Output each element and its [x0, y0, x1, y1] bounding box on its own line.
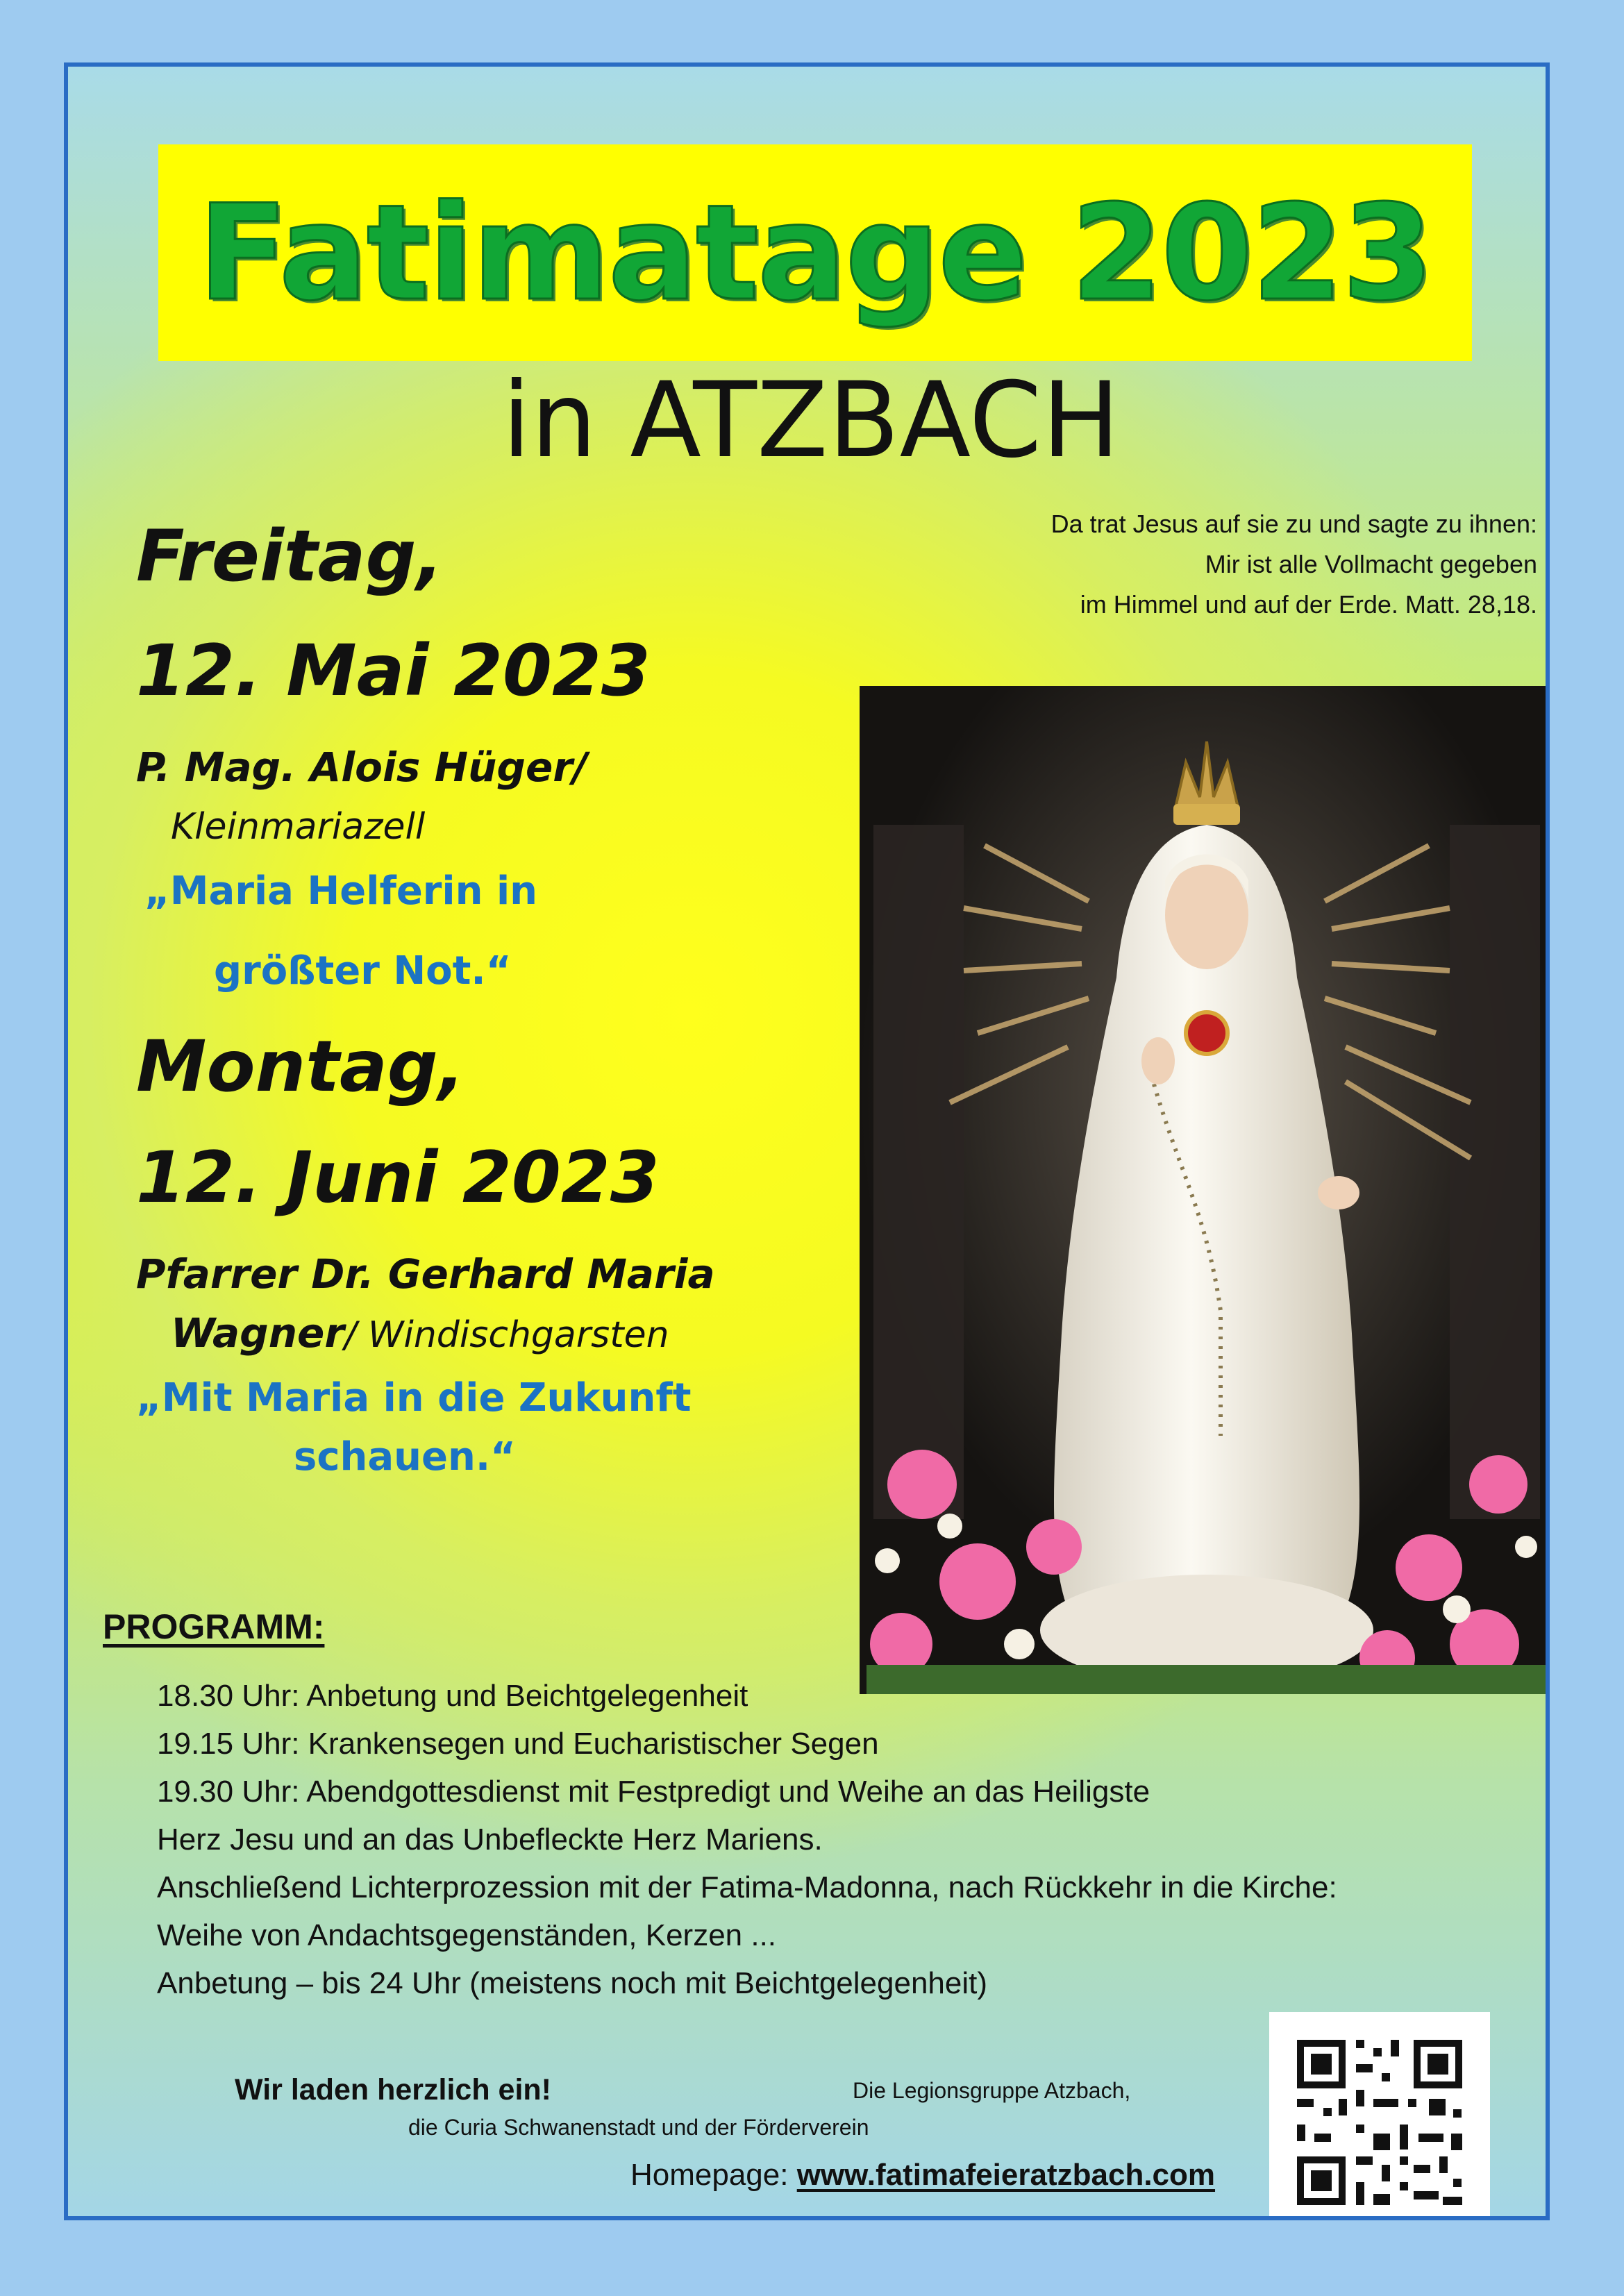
event2-place: / Windischgarsten: [344, 1314, 669, 1356]
invitation-text: Wir laden herzlich ein!: [235, 2073, 551, 2106]
program-line: 19.15 Uhr: Krankensegen und Eucharistischer Segen: [157, 1727, 879, 1761]
poster: [64, 62, 1550, 2220]
title-banner: [158, 144, 1472, 361]
statue-illustration: [860, 686, 1550, 1694]
quote-line: Da trat Jesus auf sie zu und sagte zu ihnen:: [1050, 510, 1537, 538]
program-line: 19.30 Uhr: Abendgottesdienst mit Festpredigt und Weihe an das Heiligste: [157, 1775, 1150, 1809]
quote-line: Mir ist alle Vollmacht gegeben: [1205, 550, 1537, 578]
program-heading: PROGRAMM:: [103, 1607, 325, 1646]
event2-speaker-line1: Pfarrer Dr. Gerhard Maria: [136, 1250, 715, 1298]
program-line: Anschließend Lichterprozession mit der Fatima-Madonna, nach Rückkehr in die Kirche:: [157, 1870, 1337, 1904]
event1-date: 12. Mai 2023: [136, 630, 651, 712]
organizers-line2: die Curia Schwanenstadt und der Förderverein: [408, 2115, 869, 2140]
qr-code-graphic: [1269, 2012, 1490, 2220]
program-line: Herz Jesu und an das Unbefleckte Herz Mariens.: [157, 1822, 823, 1857]
quote-line: im Himmel und auf der Erde. Matt. 28,18.: [1080, 590, 1537, 619]
program-line: 18.30 Uhr: Anbetung und Beichtgelegenheit: [157, 1679, 748, 1713]
event2-date: 12. Juni 2023: [136, 1137, 660, 1219]
bible-quote: [912, 504, 1537, 625]
event1-day: Freitag,: [136, 515, 444, 598]
organizers-line1: Die Legionsgruppe Atzbach,: [853, 2078, 1131, 2103]
program-line: Weihe von Andachtsgegenständen, Kerzen ...: [157, 1918, 777, 1952]
event2-topic-line1: „Mit Maria in die Zukunft: [136, 1375, 692, 1421]
fatima-madonna-photo: [860, 686, 1550, 1694]
event2-topic-line2: schauen.“: [294, 1434, 516, 1480]
program-line: Anbetung – bis 24 Uhr (meistens noch mit Beichtgelegenheit): [157, 1966, 988, 2000]
homepage-link[interactable]: www.fatimafeieratzbach.com: [796, 2158, 1216, 2192]
poster-title: Fatimatage 2023: [198, 176, 1432, 330]
event2-speaker-surname: Wagner: [171, 1309, 344, 1357]
qr-code-icon[interactable]: [1269, 2012, 1490, 2220]
event1-place: Kleinmariazell: [171, 806, 426, 848]
event1-topic-line1: „Maria Helferin in: [144, 869, 538, 914]
program-list: [157, 1672, 1476, 2007]
poster-subtitle: in ATZBACH: [501, 360, 1121, 481]
event1-speaker: P. Mag. Alois Hüger/: [136, 744, 588, 791]
event1-topic-line2: größter Not.“: [214, 948, 512, 994]
event2-speaker-line2: [171, 1309, 669, 1357]
homepage: [630, 2158, 1215, 2193]
homepage-label: Homepage:: [630, 2158, 797, 2192]
event2-day: Montag,: [136, 1025, 465, 1108]
